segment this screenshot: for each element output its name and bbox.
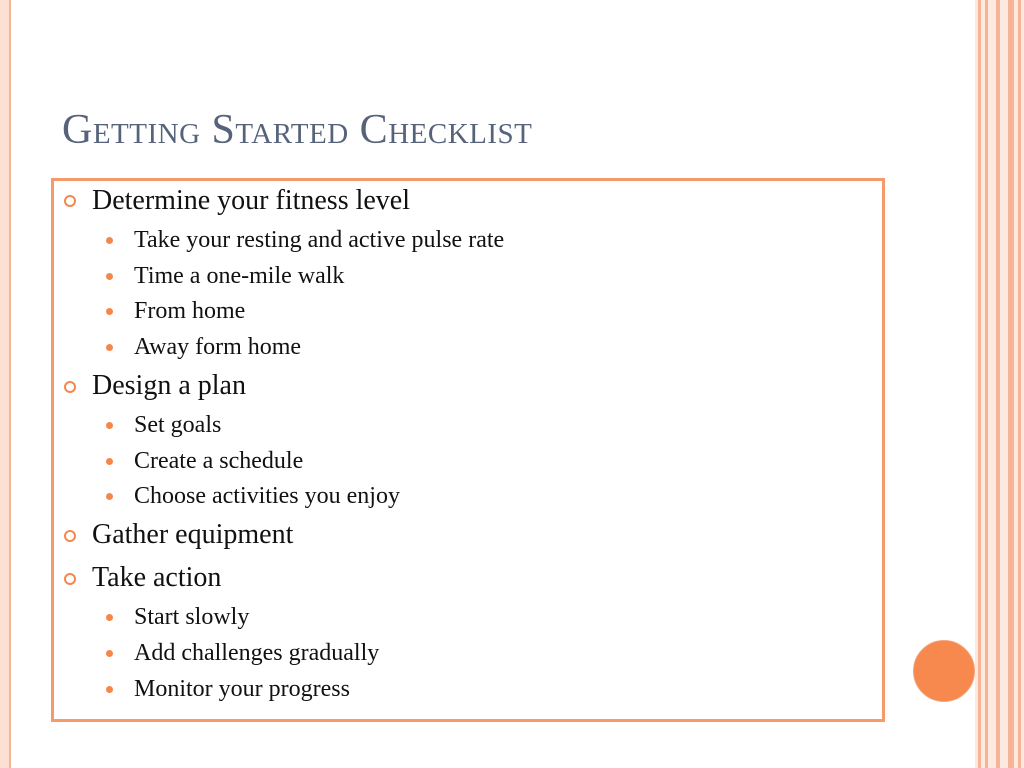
dot-bullet-icon (106, 422, 113, 429)
section-heading: Gather equipment (92, 519, 294, 550)
ring-bullet-icon (64, 530, 76, 542)
section-heading: Determine your fitness level (92, 185, 411, 216)
right-frame-stripe (985, 0, 988, 768)
dot-bullet-icon (106, 458, 113, 465)
list-item: Create a schedule (134, 448, 304, 474)
dot-bullet-icon (106, 493, 113, 500)
dot-bullet-icon (106, 614, 113, 621)
dot-bullet-icon (106, 237, 113, 244)
slide-title: Getting Started Checklist (62, 107, 533, 153)
dot-bullet-icon (106, 650, 113, 657)
dot-bullet-icon (106, 686, 113, 693)
list-item: Time a one-mile walk (134, 263, 345, 289)
right-frame-stripe (978, 0, 981, 768)
ring-bullet-icon (64, 195, 76, 207)
dot-bullet-icon (106, 308, 113, 315)
right-frame-stripe (1018, 0, 1021, 768)
section-heading: Take action (92, 562, 222, 593)
dot-bullet-icon (106, 273, 113, 280)
dot-bullet-icon (106, 344, 113, 351)
ring-bullet-icon (64, 573, 76, 585)
section-heading: Design a plan (92, 370, 246, 401)
right-frame-stripe (996, 0, 1000, 768)
left-frame-stripe (0, 0, 11, 768)
list-item: Monitor your progress (134, 676, 350, 702)
right-frame-stripe (1008, 0, 1014, 768)
list-item: From home (134, 298, 246, 324)
list-item: Set goals (134, 412, 222, 438)
decorative-circle (913, 640, 975, 702)
list-item: Choose activities you enjoy (134, 483, 400, 509)
list-item: Away form home (134, 334, 302, 360)
list-item: Take your resting and active pulse rate (134, 227, 505, 253)
list-item: Add challenges gradually (134, 640, 380, 666)
list-item: Start slowly (134, 604, 250, 630)
ring-bullet-icon (64, 381, 76, 393)
